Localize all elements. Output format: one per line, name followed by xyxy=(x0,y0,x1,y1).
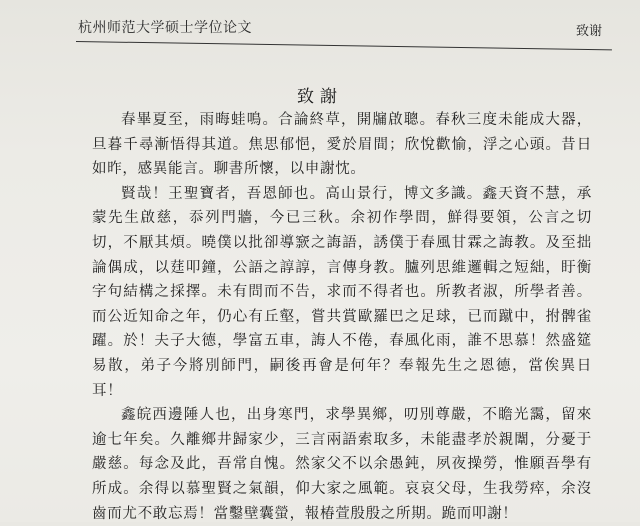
paragraph-1: 春畢夏至，雨晦蛙鳴。合論終草，開牖啟聰。春秋三度未能成大器，旦暮千尋漸悟得其道。焦思郁悒，愛於眉間；欣悅歡愉，浮之心頭。昔日如昨，感異能言。聊書所懷，以申謝忱。 xyxy=(92,112,592,178)
header-university-title: 杭州师范大学硕士学位论文 xyxy=(78,20,252,36)
header-rule xyxy=(76,41,612,50)
paragraph-2: 賢哉！王聖寶者，吾恩師也。高山景行，博文多識。鑫天資不慧，承蒙先生啟慈，忝列門牆，今已三秋。余初作學問，鮮得要領，公言之切切，不厭其煩。曉僕以批卻導窾之誨語，誘僕于春風甘霖之誨教。及至拙論偶成，以莛叩鐘，公語之諄諄，言傳身教。臚列思維邏輯之短絀，盱衡字句結構之採擇。未有問而不告，求而不得者也。所教者淑，所學者善。而公近知命之年，仍心有丘壑，嘗共賞歐羅巴之足球，已而蹴中，拊髀雀躍。於！夫子大德，學富五車，誨人不倦，春風化雨，誰不思慕！然盛筵易散，弟子今將別師門，嗣後再會是何年？奉報先生之恩德，當俟異日耳！ xyxy=(92,185,592,399)
page-title: 致謝 xyxy=(297,87,343,107)
running-header xyxy=(78,17,608,39)
body-text xyxy=(92,108,592,526)
header-section-title: 致谢 xyxy=(575,24,602,39)
paragraph-3: 鑫皖西邊陲人也，出身寒門，求學異鄉，叨別尊嚴，不瞻光靄，留來逾七年矣。久離鄉井歸家少，三言兩語索取多，未能盡孝於親闈，分憂于嚴慈。每念及此，吾常自愧。然家父不以余愚鈍，夙夜操勞，惟願吾學有所成。余得以慕聖賢之氣韻，仰大家之風範。哀哀父母，生我勞瘁，余沒齒而尤不敢忘焉！當鑿壁囊螢，報椿萱殷殷之所期。跪而叩謝！ xyxy=(92,407,592,522)
